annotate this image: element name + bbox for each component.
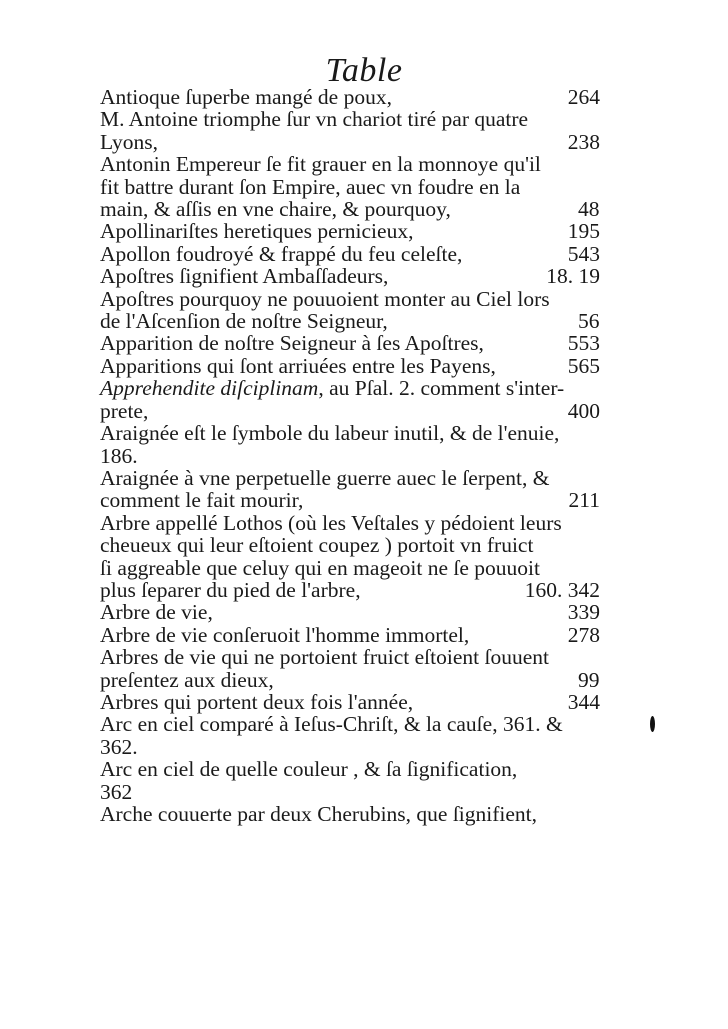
entry-line: [100, 802, 600, 826]
entry-text: Arc en ciel de quelle couleur , & ſa ſignification,: [100, 757, 518, 782]
index-entry: [100, 713, 600, 758]
index-entry: [100, 624, 600, 646]
index-entry: [100, 108, 600, 153]
entry-text: 186.: [100, 443, 138, 468]
entry-text: Apparitions qui ſont arriuées entre les Payens,: [100, 353, 496, 378]
page-reference: 238: [567, 129, 600, 154]
entry-text: Arche couuerte par deux Cherubins, que ſignifient,: [100, 802, 538, 826]
latin-phrase: Apprehendite diſciplinam: [100, 376, 319, 401]
entry-text: Arbre appellé Lothos (où les Veſtales y pédoient leurs: [100, 510, 562, 535]
entry-text: cheueux qui leur eſtoient coupez ) portoit vn fruict: [100, 533, 534, 558]
index-entry: [100, 422, 600, 467]
entry-text: Apollinariſtes heretiques pernicieux,: [100, 219, 414, 244]
entry-text: Araignée à vne perpetuelle guerre auec le ſerpent, &: [100, 465, 550, 490]
page-heading: Table: [325, 52, 403, 89]
entry-line: [100, 465, 600, 490]
page-reference: 211: [568, 488, 600, 513]
entry-line: main, & aſſis en vne chaire, & pourquoy, 48: [100, 197, 600, 222]
entry-text: Arbre de vie conſeruoit l'homme immortel,: [100, 622, 470, 647]
index-entry: [100, 377, 600, 422]
entry-line: [100, 219, 600, 244]
entry-line: [100, 600, 600, 625]
page-reference: 543: [567, 241, 600, 266]
entry-text: Arc en ciel comparé à Ieſus-Chriſt, & la cauſe, 361. &: [100, 712, 563, 737]
entry-text: Apollon foudroyé & frappé du feu celeſte,: [100, 241, 463, 266]
entry-line: [100, 286, 600, 311]
page-reference: 565: [567, 353, 600, 378]
entry-line: [100, 779, 600, 804]
page-reference: 160. 342: [524, 577, 600, 602]
page-reference: 195: [567, 219, 600, 244]
entry-line: [100, 85, 600, 109]
index-entries: [100, 86, 600, 825]
index-entry: [100, 153, 600, 220]
index-entry: [100, 646, 600, 691]
entry-text: fit battre durant ſon Empire, auec vn foudre en la: [100, 174, 521, 199]
entry-line: [100, 510, 600, 535]
entry-line: [100, 129, 600, 154]
entry-line: [100, 398, 600, 423]
index-entry: [100, 691, 600, 713]
entry-text: comment le fait mourir,: [100, 488, 304, 513]
entry-line: [100, 577, 600, 602]
entry-line: [100, 712, 600, 737]
entry-text: de l'Aſcenſion de noſtre Seigneur,: [100, 309, 388, 334]
index-entry: [100, 512, 600, 602]
entry-line: [100, 107, 600, 132]
entry-line: [100, 757, 600, 782]
page-reference: 553: [567, 331, 600, 356]
ink-mark: [650, 716, 655, 732]
entry-text: M. Antoine triomphe ſur vn chariot tiré par quatre: [100, 107, 529, 132]
index-entry: [100, 243, 600, 265]
page-reference: 339: [567, 600, 600, 625]
entry-line: [100, 241, 600, 266]
index-entry: [100, 220, 600, 242]
entry-text: Arbre de vie,: [100, 600, 213, 625]
entry-text: prete,: [100, 398, 149, 423]
entry-line: [100, 331, 600, 356]
entry-text: Antioque ſuperbe mangé de poux,: [100, 85, 392, 109]
index-entry: [100, 332, 600, 354]
entry-text: Antonin Empereur ſe fit grauer en la monnoye qu'il: [100, 152, 541, 177]
entry-line: [100, 152, 600, 177]
entry-line: [100, 174, 600, 199]
entry-text: 362: [100, 779, 133, 804]
entry-text: Apoſtres ſignifient Ambaſſadeurs,: [100, 264, 389, 289]
page-reference: 18. 19: [546, 264, 600, 289]
index-entry: [100, 86, 600, 108]
entry-line: preſentez aux dieux, 99: [100, 667, 600, 692]
entry-text: Apoſtres pourquoy ne pouuoient monter au Ciel lors: [100, 286, 550, 311]
page-reference: 400: [567, 398, 600, 423]
entry-line: [100, 443, 600, 468]
entry-text: Arbres de vie qui ne portoient fruict eſtoient ſouuent: [100, 645, 549, 670]
entry-text: Araignée eſt le ſymbole du labeur inutil, & de l'enuie,: [100, 421, 560, 446]
entry-line: [100, 264, 600, 289]
entry-text: Arbres qui portent deux fois l'année,: [100, 689, 414, 714]
index-entry: [100, 803, 600, 825]
entry-text: preſentez aux dieux,: [100, 667, 274, 692]
index-entry: [100, 758, 600, 803]
index-entry: [100, 288, 600, 333]
index-entry: [100, 355, 600, 377]
page-reference: 344: [567, 689, 600, 714]
index-entry: [100, 601, 600, 623]
entry-line: [100, 376, 600, 401]
entry-text: Apparition de noſtre Seigneur à ſes Apoſtres,: [100, 331, 484, 356]
entry-line: [100, 734, 600, 759]
entry-text: 362.: [100, 734, 138, 759]
entry-line: [100, 555, 600, 580]
entry-line: [100, 421, 600, 446]
entry-line: [100, 353, 600, 378]
entry-line: [100, 645, 600, 670]
entry-line: [100, 622, 600, 647]
entry-line: [100, 689, 600, 714]
entry-text: plus ſeparer du pied de l'arbre,: [100, 577, 361, 602]
index-entry: [100, 265, 600, 287]
entry-line: [100, 533, 600, 558]
entry-line: [100, 488, 600, 513]
entry-text: , au Pſal. 2. comment s'inter-: [318, 376, 565, 401]
page-reference: 264: [567, 85, 600, 109]
index-entry: [100, 467, 600, 512]
page-reference: 278: [567, 622, 600, 647]
entry-text: ſi aggreable que celuy qui en mageoit ne ſe pouuoit: [100, 555, 541, 580]
entry-text: Lyons,: [100, 129, 158, 154]
entry-line: de l'Aſcenſion de noſtre Seigneur, 56: [100, 309, 600, 334]
entry-text: main, & aſſis en vne chaire, & pourquoy,: [100, 197, 451, 222]
